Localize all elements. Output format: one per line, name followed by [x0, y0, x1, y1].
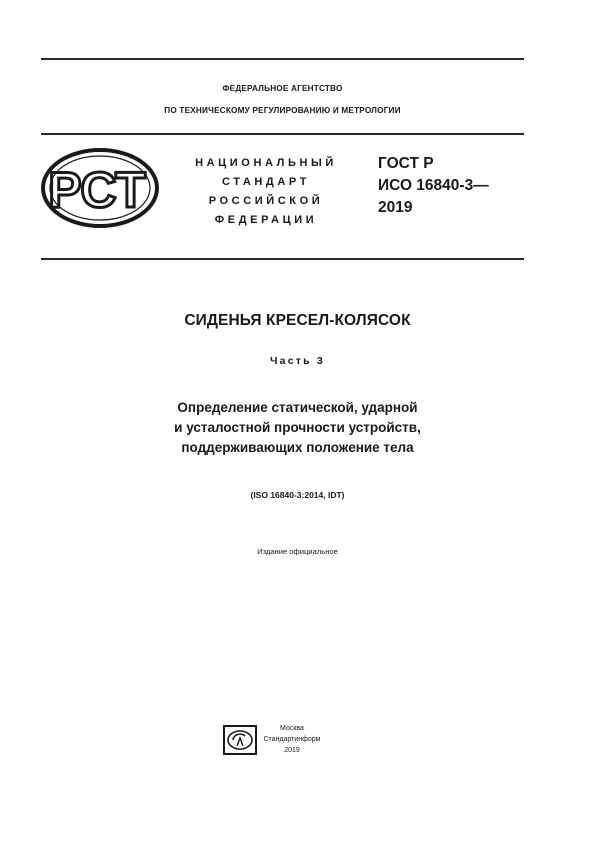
publisher-name: Стандартинформ [263, 736, 321, 743]
document-title: СИДЕНЬЯ КРЕСЕЛ-КОЛЯСОК [184, 312, 411, 329]
agency-name-line2: ПО ТЕХНИЧЕСКОМУ РЕГУЛИРОВАНИЮ И МЕТРОЛОГИИ [164, 106, 401, 115]
publisher-city: Москва [280, 725, 304, 732]
national-standard-line: СТАНДАРТ [221, 176, 311, 188]
standartinform-logo-icon [223, 725, 257, 755]
designation-line2: ИСО 16840-3— [378, 177, 489, 194]
agency-name-line1: ФЕДЕРАЛЬНОЕ АГЕНТСТВО [222, 84, 343, 93]
rst-mark-icon [40, 147, 160, 229]
top-rule [41, 58, 524, 60]
subtitle-line: Определение статической, ударной [177, 400, 418, 415]
national-standard-label [180, 154, 352, 230]
iso-reference: (ISO 16840-3:2014, IDT) [250, 490, 345, 500]
header-rule [41, 133, 524, 135]
standard-designation [378, 153, 489, 219]
publisher-info [262, 723, 322, 756]
part-label: Часть 3 [270, 355, 325, 367]
edition-label: Издание официальное [257, 547, 338, 556]
rst-mark-letters: РСТ [48, 162, 146, 218]
national-standard-line: РОССИЙСКОЙ [208, 195, 324, 207]
document-subtitle [0, 398, 595, 458]
national-standard-line: НАЦИОНАЛЬНЫЙ [195, 157, 337, 169]
subtitle-line: и усталостной прочности устройств, [174, 420, 421, 435]
title-rule [41, 258, 524, 260]
designation-line1: ГОСТ Р [378, 155, 434, 172]
publisher-year: 2019 [284, 747, 300, 754]
national-standard-line: ФЕДЕРАЦИИ [214, 214, 318, 226]
subtitle-line: поддерживающих положение тела [181, 440, 414, 455]
designation-line3: 2019 [378, 199, 413, 216]
